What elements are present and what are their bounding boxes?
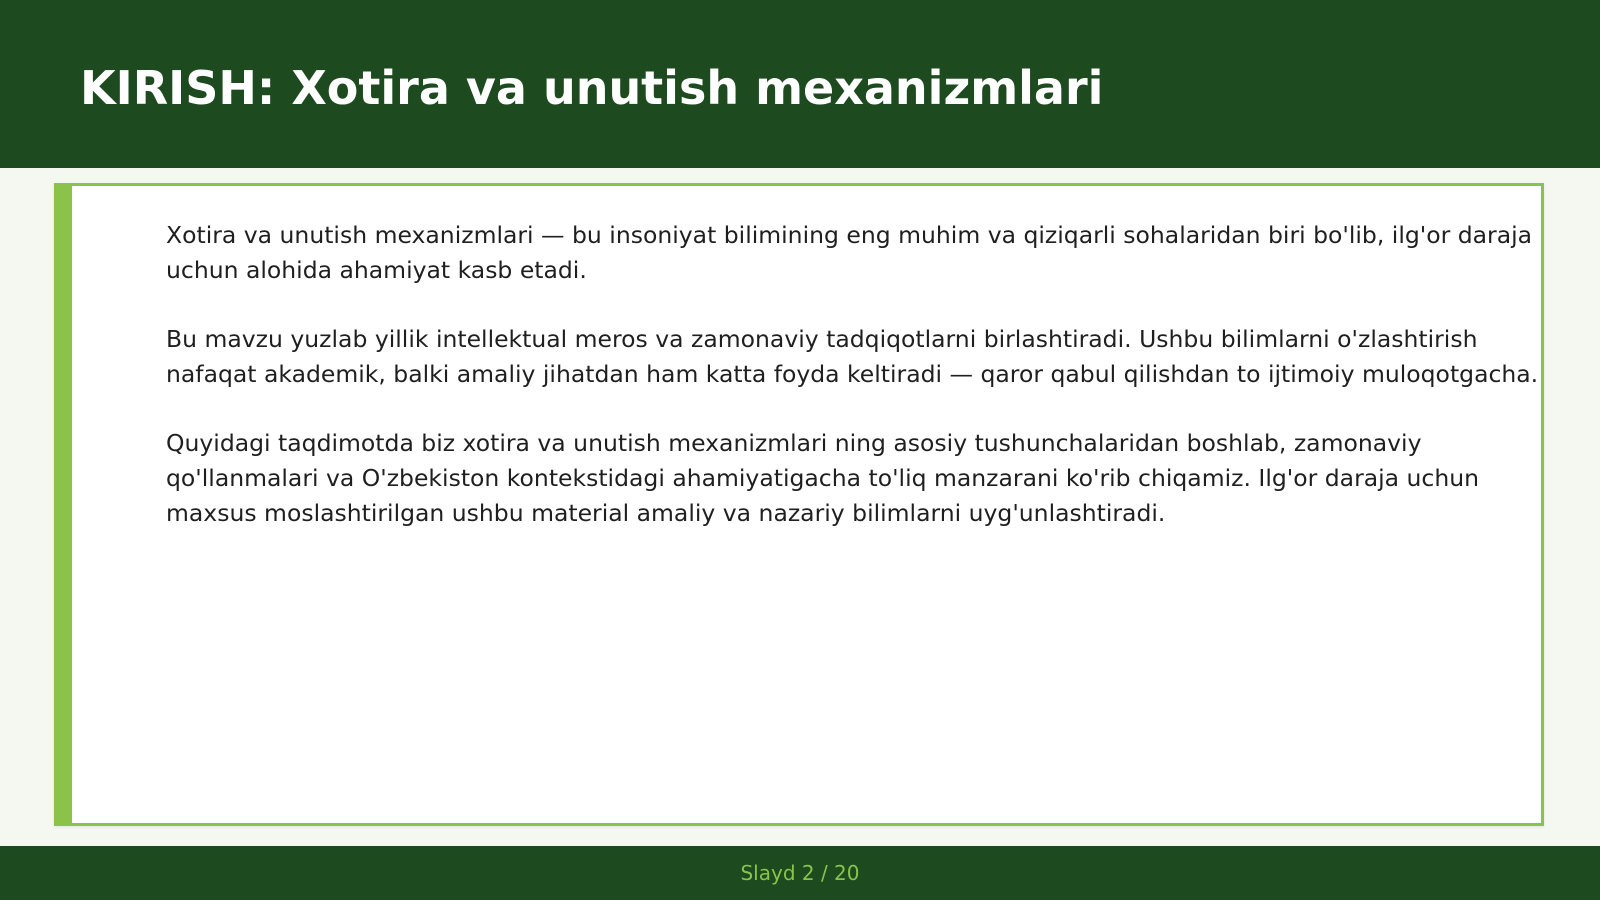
slide-footer <box>0 846 1600 900</box>
slide-title: KIRISH: Xotira va unutish mexanizmlari <box>80 61 1104 115</box>
content-card <box>54 183 1544 826</box>
body-text <box>166 218 1546 565</box>
paragraph-3: Quyidagi taqdimotda biz xotira va unutish mexanizmlari ning asosiy tushunchalaridan boshlab, zamonaviy qo'llanmalari va O'zbekiston kontekstidagi ahamiyatigacha to'liq manzarani ko'rib chiqamiz. Ilg'or daraja uchun maxsus moslashtirilgan ushbu material amaliy va nazariy bilimlarni uyg'unlashtiradi. <box>166 429 1480 527</box>
paragraph-2: Bu mavzu yuzlab yillik intellektual meros va zamonaviy tadqiqotlarni birlashtiradi. Ushbu bilimlarni o'zlashtirish nafaqat akademik, balki amaliy jihatdan ham katta foyda keltiradi — qaror qabul qilishdan to ijtimoiy muloqotgacha. <box>166 325 1539 388</box>
slide-header <box>0 0 1600 168</box>
paragraph-1: Xotira va unutish mexanizmlari — bu insoniyat bilimining eng muhim va qiziqarli sohalaridan biri bo'lib, ilg'or daraja uchun alohida ahamiyat kasb etadi. <box>166 221 1533 284</box>
slide-counter: Slayd 2 / 20 <box>740 861 860 885</box>
